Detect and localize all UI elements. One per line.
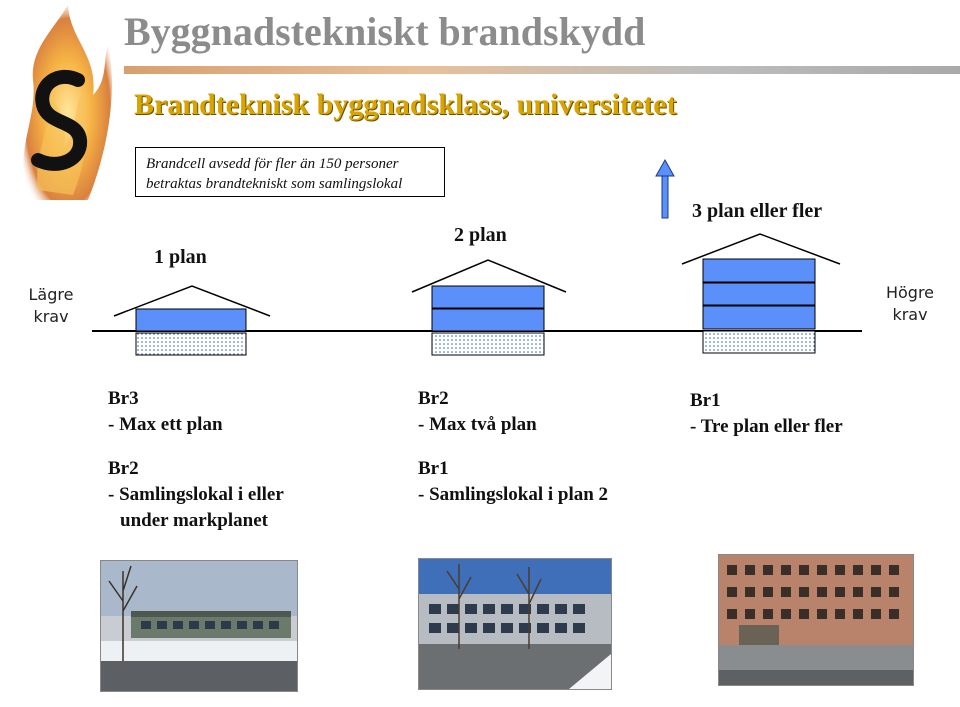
class-column-3 xyxy=(690,388,843,440)
floor-1 xyxy=(432,309,544,331)
class-br2-desc: - Max två plan xyxy=(418,414,537,435)
class-br1: Br1 xyxy=(690,390,721,411)
plan-label-3: 3 plan eller fler xyxy=(692,200,823,222)
lower-label-line-2: krav xyxy=(33,307,69,326)
house-2-plan xyxy=(410,258,570,360)
page-subtitle: Brandteknisk byggnadsklass, universitetet xyxy=(134,88,677,121)
building-photo-3 xyxy=(718,554,914,686)
class-br2: Br2 xyxy=(418,388,449,409)
note-line-2: betraktas brandtekniskt som samlingslokal xyxy=(146,176,403,192)
lower-label-line-1: Lägre xyxy=(28,285,74,304)
floor-1 xyxy=(136,309,246,331)
class-br3-desc: - Max ett plan xyxy=(108,414,223,435)
class-br2-desc-1: - Samlingslokal i eller xyxy=(108,484,284,505)
page-title: Byggnadstekniskt brandskydd xyxy=(124,9,646,54)
floor-1 xyxy=(703,306,815,329)
plan-label-2: 2 plan xyxy=(454,224,507,246)
floor-2 xyxy=(703,283,815,305)
class-column-1 xyxy=(108,386,284,534)
class-br1-desc: - Samlingslokal i plan 2 xyxy=(418,484,609,505)
note-line-1: Brandcell avsedd för fler än 150 personer xyxy=(146,156,399,172)
house-3-plan xyxy=(680,232,842,360)
building-photo-2 xyxy=(418,558,612,690)
basement xyxy=(432,333,544,355)
house-1-plan xyxy=(112,284,272,360)
higher-label-line-1: Högre xyxy=(885,283,935,302)
class-br2: Br2 xyxy=(108,458,139,479)
building-photo-1 xyxy=(100,560,298,692)
higher-label-line-2: krav xyxy=(892,305,928,324)
floor-2 xyxy=(432,286,544,308)
class-br3: Br3 xyxy=(108,388,139,409)
up-arrow-icon xyxy=(656,160,674,218)
class-br1: Br1 xyxy=(418,458,449,479)
basement xyxy=(703,331,815,353)
class-br1-desc: - Tre plan eller fler xyxy=(690,416,843,437)
class-column-2 xyxy=(418,386,608,508)
plan-label-1: 1 plan xyxy=(154,246,207,268)
basement xyxy=(136,333,246,355)
floor-3 xyxy=(703,259,815,282)
class-br2-desc-2: under markplanet xyxy=(120,510,268,531)
